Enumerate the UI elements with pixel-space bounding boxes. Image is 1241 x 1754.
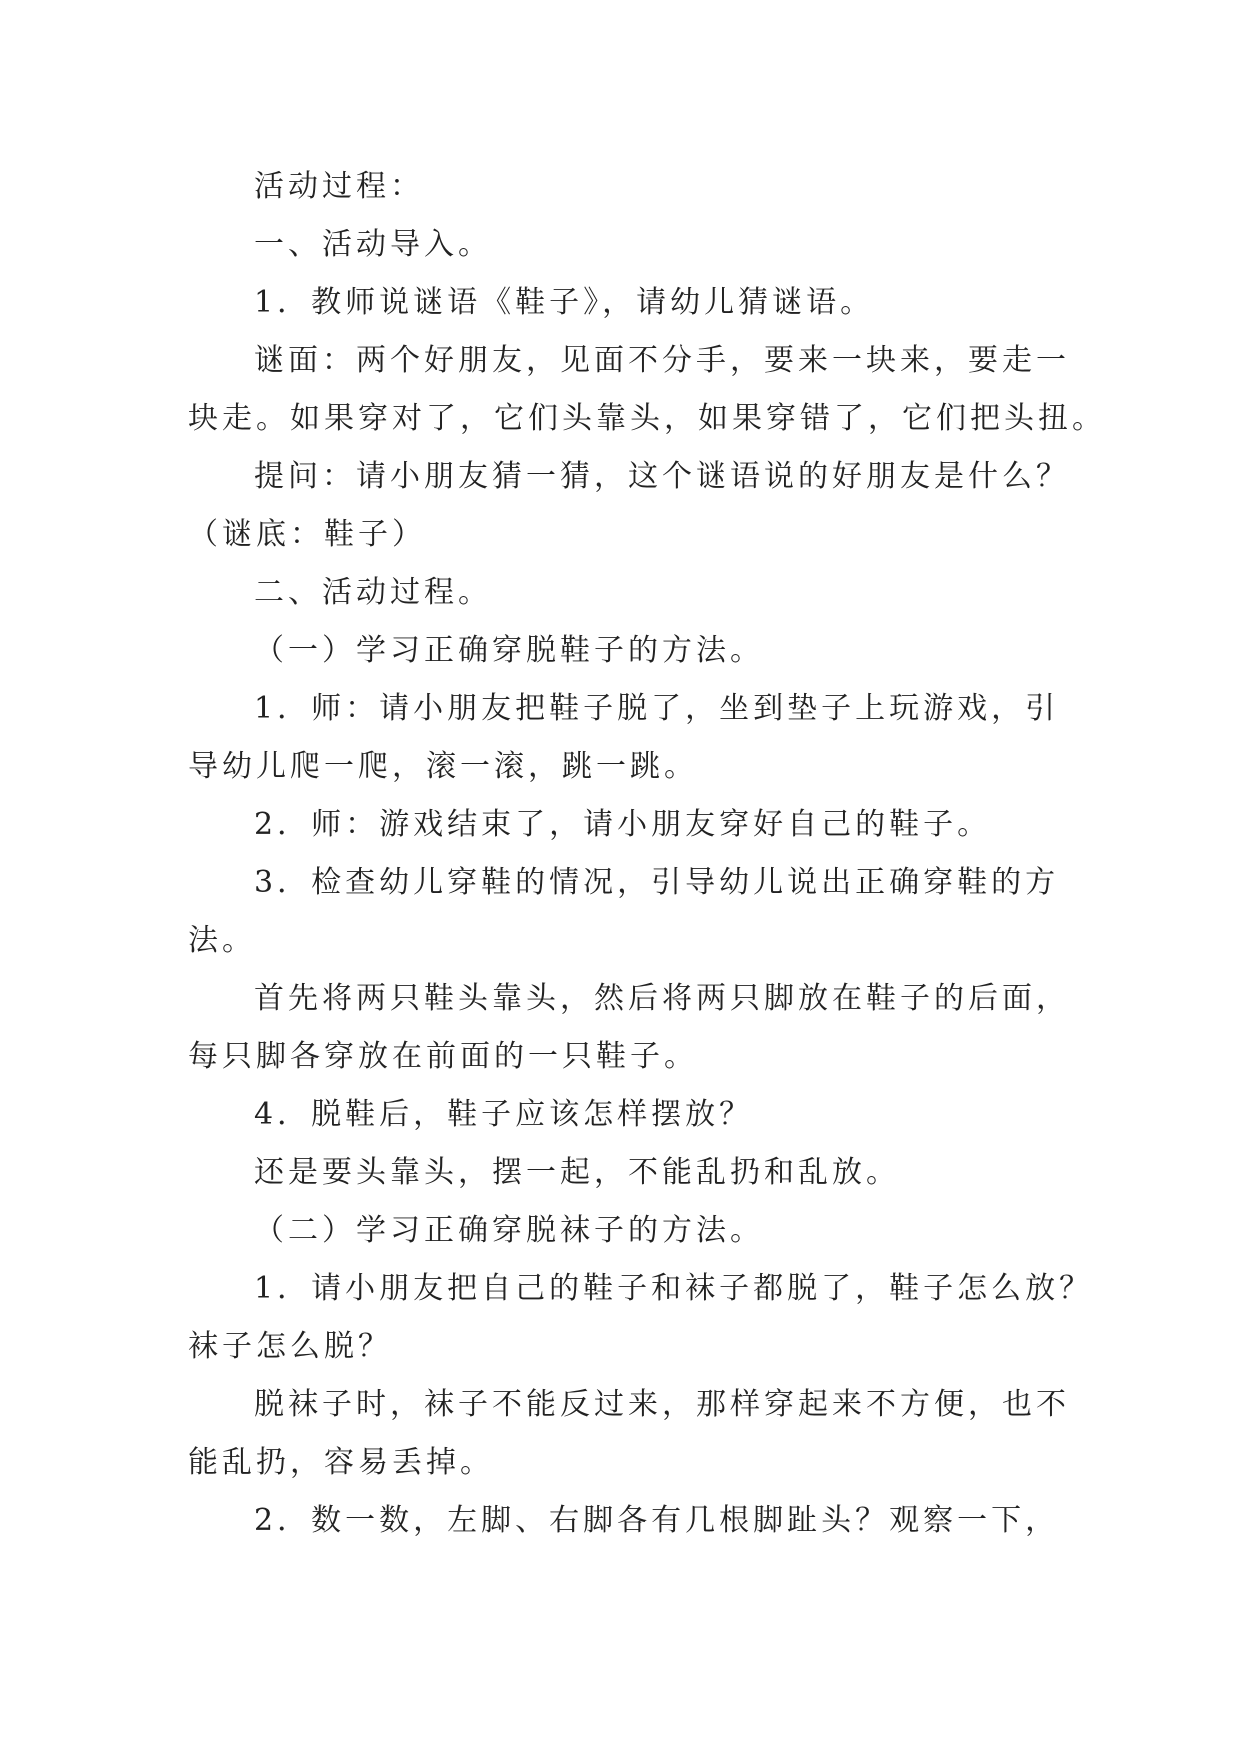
text-line-6: 提问：请小朋友猜一猜，这个谜语说的好朋友是什么？ — [254, 459, 1070, 494]
text-line-11: 导幼儿爬一爬，滚一滚，跳一跳。 — [188, 749, 698, 784]
text-line-12: 2．师：游戏结束了，请小朋友穿好自己的鞋子。 — [254, 807, 992, 842]
text-line-17: 4．脱鞋后，鞋子应该怎样摆放？ — [254, 1097, 754, 1132]
text-line-7: （谜底：鞋子） — [188, 517, 426, 552]
text-line-23: 能乱扔，容易丢掉。 — [188, 1445, 494, 1480]
text-line-1: 活动过程： — [254, 169, 424, 204]
text-line-18: 还是要头靠头，摆一起，不能乱扔和乱放。 — [254, 1155, 900, 1190]
text-line-16: 每只脚各穿放在前面的一只鞋子。 — [188, 1039, 698, 1074]
text-line-13: 3．检查幼儿穿鞋的情况，引导幼儿说出正确穿鞋的方 — [254, 865, 1060, 900]
text-line-20: 1．请小朋友把自己的鞋子和袜子都脱了，鞋子怎么放？ — [254, 1271, 1094, 1306]
text-line-3: 1．教师说谜语《鞋子》，请幼儿猜谜语。 — [254, 285, 875, 320]
text-line-9: （一）学习正确穿脱鞋子的方法。 — [254, 633, 764, 668]
text-line-22: 脱袜子时，袜子不能反过来，那样穿起来不方便，也不 — [254, 1387, 1070, 1422]
text-line-19: （二）学习正确穿脱袜子的方法。 — [254, 1213, 764, 1248]
text-line-24: 2．数一数，左脚、右脚各有几根脚趾头？观察一下， — [254, 1503, 1060, 1538]
text-line-14: 法。 — [188, 923, 256, 958]
text-line-15: 首先将两只鞋头靠头，然后将两只脚放在鞋子的后面， — [254, 981, 1070, 1016]
text-line-4: 谜面：两个好朋友，见面不分手，要来一块来，要走一 — [254, 343, 1070, 378]
text-line-5: 块走。如果穿对了，它们头靠头，如果穿错了，它们把头扭。 — [188, 401, 1106, 436]
text-line-10: 1．师：请小朋友把鞋子脱了，坐到垫子上玩游戏，引 — [254, 691, 1060, 726]
document-body — [188, 158, 1106, 1550]
text-line-8: 二、活动过程。 — [254, 575, 492, 610]
text-line-21: 袜子怎么脱？ — [188, 1329, 392, 1364]
text-line-2: 一、活动导入。 — [254, 227, 492, 262]
